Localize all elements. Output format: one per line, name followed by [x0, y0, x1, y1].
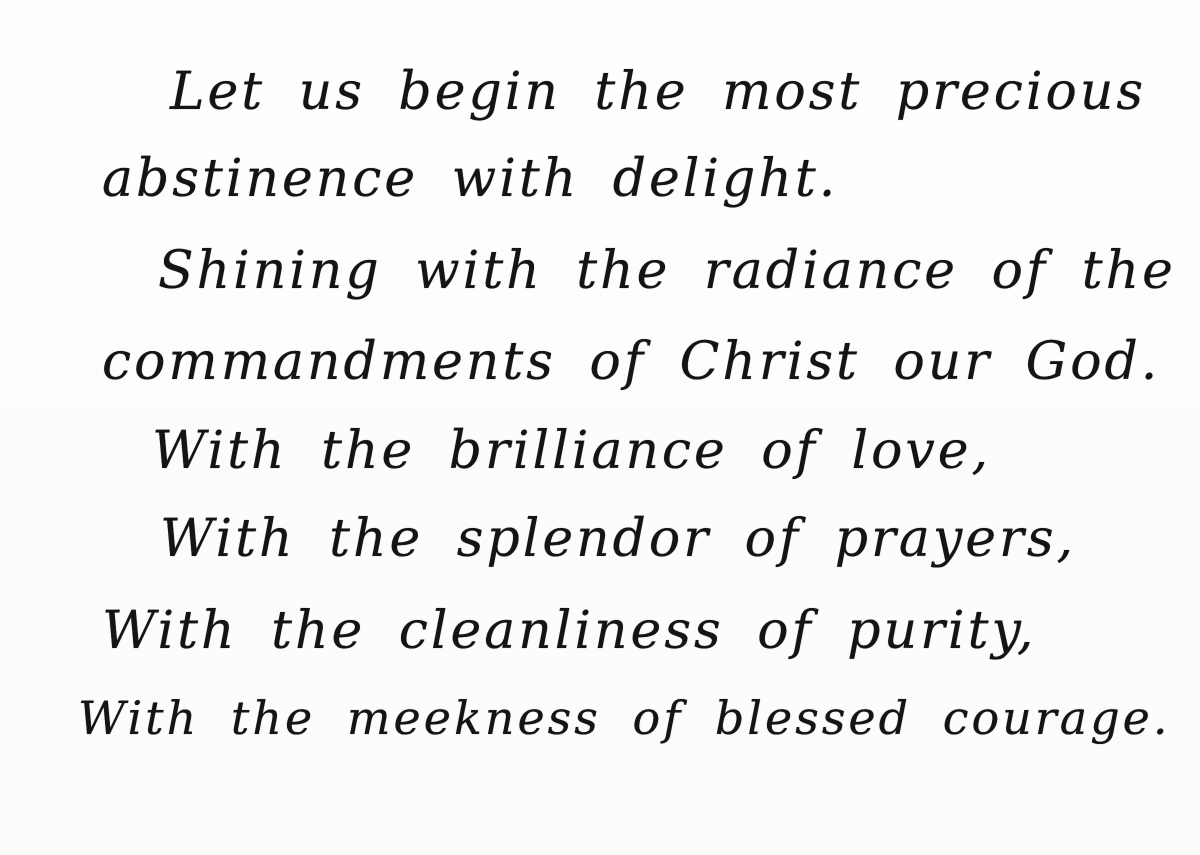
- poem-line-4: commandments of Christ our God.: [102, 332, 1161, 392]
- poem-line-6: With the splendor of prayers,: [160, 509, 1077, 569]
- poem-line-8: With the meekness of blessed courage.: [78, 691, 1171, 745]
- poem-line-5: With the brilliance of love,: [152, 421, 992, 481]
- poem-line-7: With the cleanliness of purity,: [102, 601, 1037, 661]
- poem-line-2: abstinence with delight.: [102, 149, 839, 209]
- poem-line-1: Let us begin the most precious: [170, 62, 1147, 122]
- poem-line-3: Shining with the radiance of the: [158, 241, 1176, 301]
